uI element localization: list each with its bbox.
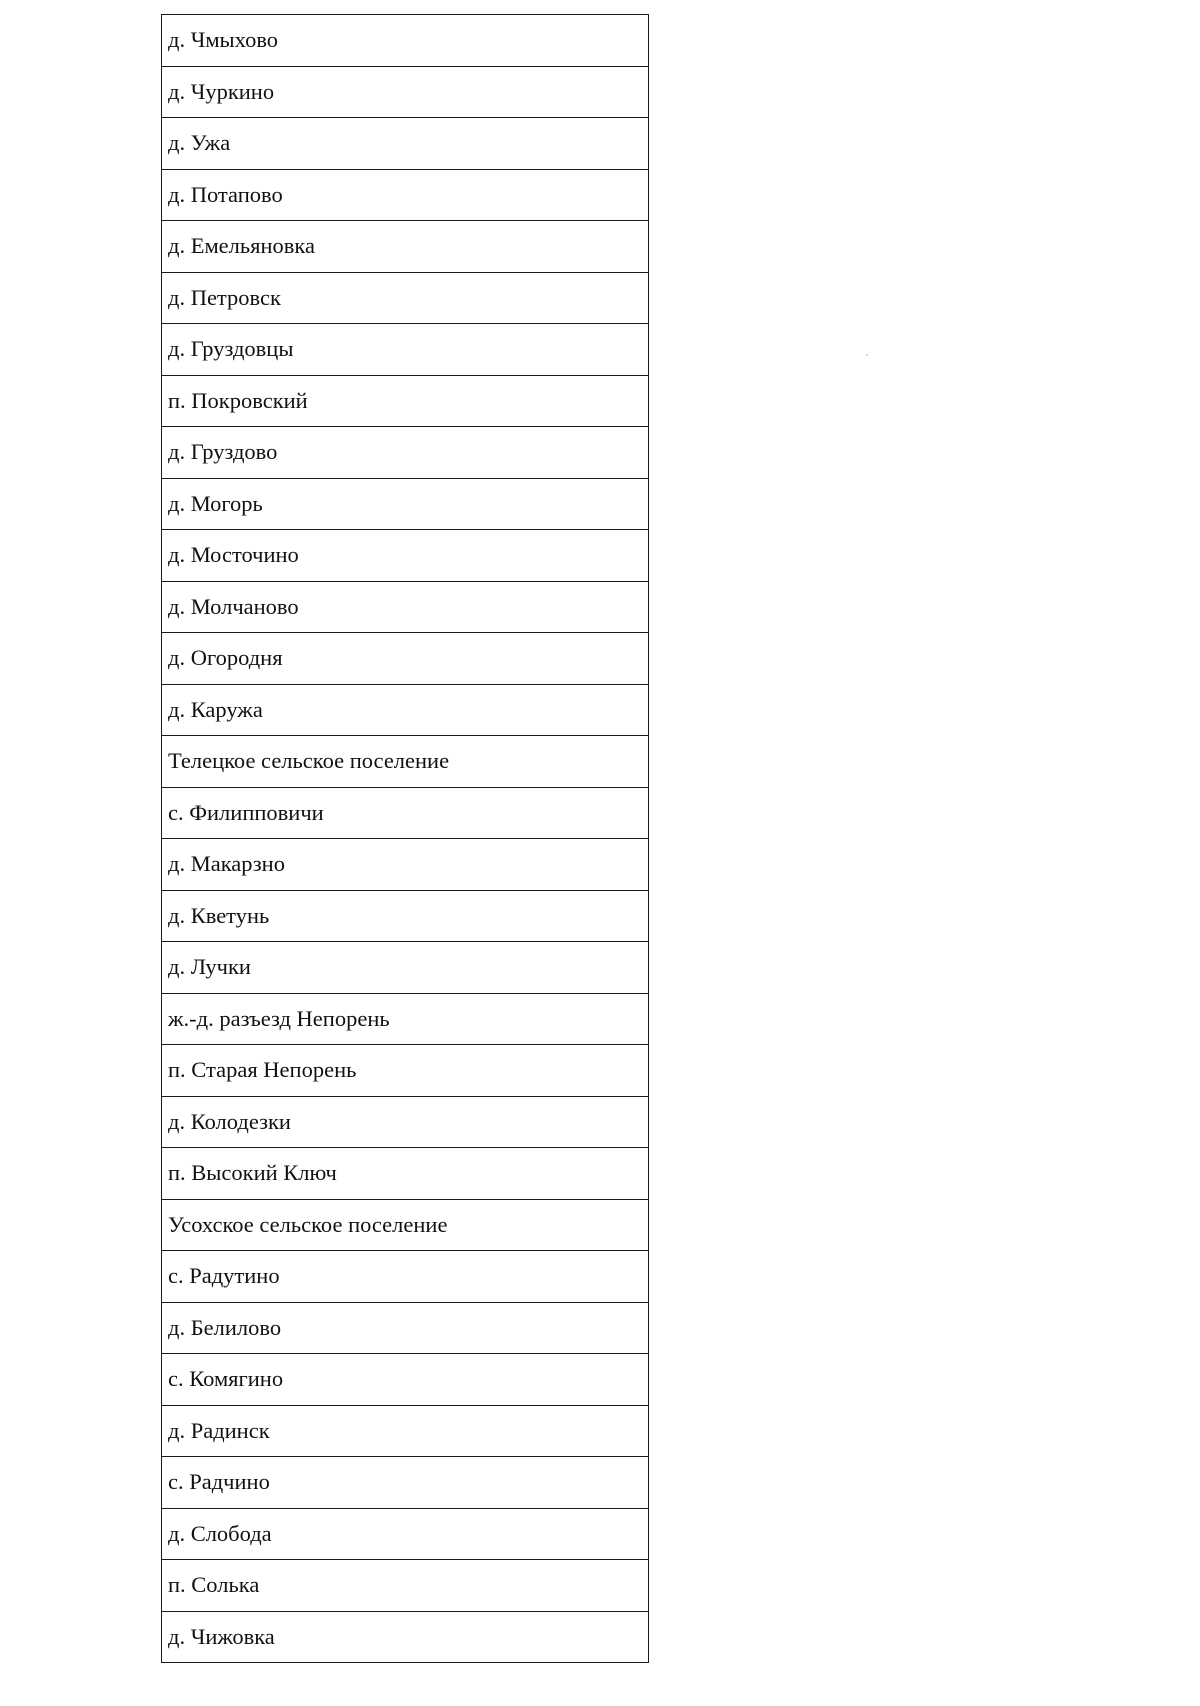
table-row — [162, 1508, 649, 1560]
table-row — [162, 787, 649, 839]
settlement-name-cell: с. Комягино — [162, 1354, 649, 1406]
table-row — [162, 272, 649, 324]
table-row — [162, 1096, 649, 1148]
settlement-name-cell: с. Филипповичи — [162, 787, 649, 839]
table-row — [162, 1354, 649, 1406]
table-row — [162, 684, 649, 736]
table-row — [162, 736, 649, 788]
settlement-name-cell: д. Могорь — [162, 478, 649, 530]
settlement-name-cell: д. Лучки — [162, 942, 649, 994]
table-row — [162, 1045, 649, 1097]
settlement-name-cell: д. Чмыхово — [162, 15, 649, 67]
settlement-name-cell: ж.-д. разъезд Непорень — [162, 993, 649, 1045]
table-row — [162, 375, 649, 427]
table-row — [162, 1405, 649, 1457]
settlement-name-cell: д. Белилово — [162, 1302, 649, 1354]
settlement-name-cell: д. Емельяновка — [162, 221, 649, 273]
settlement-name-cell: д. Груздово — [162, 427, 649, 479]
table-row — [162, 1251, 649, 1303]
table-row — [162, 942, 649, 994]
settlement-name-cell: с. Радчино — [162, 1457, 649, 1509]
settlement-name-cell: д. Чуркино — [162, 66, 649, 118]
settlement-name-cell: п. Покровский — [162, 375, 649, 427]
table-row — [162, 530, 649, 582]
settlement-name-cell: с. Радутино — [162, 1251, 649, 1303]
table-row — [162, 633, 649, 685]
settlement-name-cell: д. Каружа — [162, 684, 649, 736]
table-row — [162, 169, 649, 221]
scan-speck — [866, 354, 868, 356]
table-row — [162, 221, 649, 273]
table-row — [162, 1148, 649, 1200]
table-row — [162, 890, 649, 942]
settlement-name-cell: д. Потапово — [162, 169, 649, 221]
settlement-name-cell: д. Радинск — [162, 1405, 649, 1457]
settlements-table-body — [162, 15, 649, 1663]
settlement-name-cell: Телецкое сельское поселение — [162, 736, 649, 788]
table-row — [162, 1302, 649, 1354]
settlement-name-cell: д. Слобода — [162, 1508, 649, 1560]
table-row — [162, 324, 649, 376]
settlement-name-cell: д. Груздовцы — [162, 324, 649, 376]
table-row — [162, 993, 649, 1045]
table-row — [162, 15, 649, 67]
table-row — [162, 478, 649, 530]
settlement-name-cell: д. Колодезки — [162, 1096, 649, 1148]
settlement-name-cell: д. Ужа — [162, 118, 649, 170]
table-row — [162, 1560, 649, 1612]
table-row — [162, 1199, 649, 1251]
settlement-name-cell: д. Мосточино — [162, 530, 649, 582]
table-row — [162, 1457, 649, 1509]
table-row — [162, 839, 649, 891]
table-row — [162, 118, 649, 170]
settlement-name-cell: д. Огородня — [162, 633, 649, 685]
settlement-name-cell: п. Солька — [162, 1560, 649, 1612]
settlement-name-cell: д. Кветунь — [162, 890, 649, 942]
table-row — [162, 1611, 649, 1663]
settlement-name-cell: Усохское сельское поселение — [162, 1199, 649, 1251]
settlement-name-cell: д. Чижовка — [162, 1611, 649, 1663]
settlements-table — [161, 14, 649, 1663]
settlement-name-cell: п. Старая Непорень — [162, 1045, 649, 1097]
settlement-name-cell: п. Высокий Ключ — [162, 1148, 649, 1200]
settlement-name-cell: д. Молчаново — [162, 581, 649, 633]
table-row — [162, 581, 649, 633]
settlement-name-cell: д. Макарзно — [162, 839, 649, 891]
settlement-name-cell: д. Петровск — [162, 272, 649, 324]
table-row — [162, 427, 649, 479]
table-row — [162, 66, 649, 118]
